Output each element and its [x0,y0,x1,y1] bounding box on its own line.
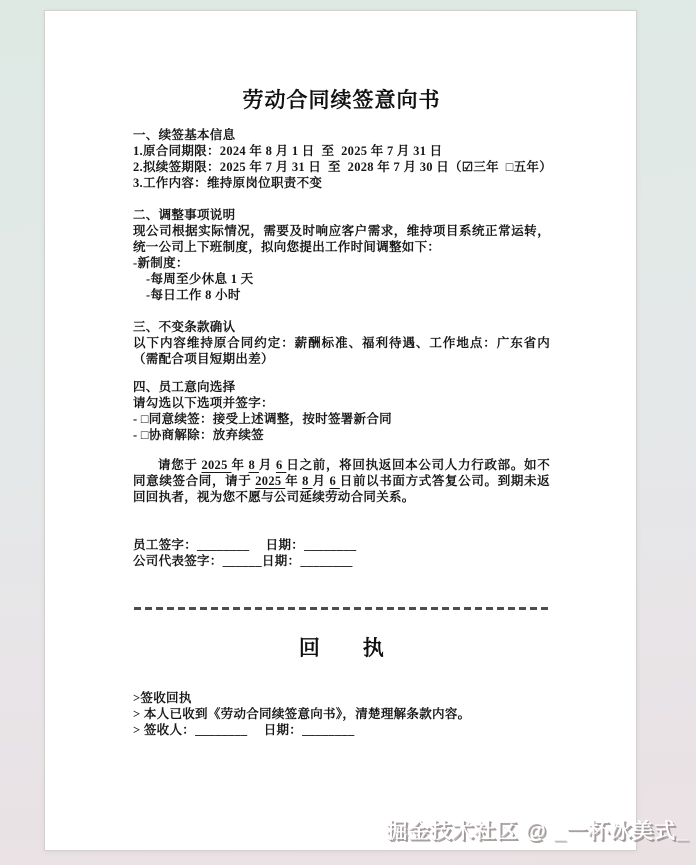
deadline-day: 6 [329,474,340,488]
employee-signature-blank: ________ [197,538,250,552]
option-agree-label: 同意续签：接受上述调整，按时签署新合同 [148,412,392,426]
cut-line-divider [134,607,549,610]
checkbox-unchecked-icon: □ [140,428,149,442]
section-basic-info [133,127,553,191]
document-content [45,11,636,738]
policy-item-work-hours: -每日工作 8 小时 [146,288,241,302]
employee-signature-label: 员工签字： [133,538,198,552]
section-employee-choice-heading: 四、员工意向选择 [133,380,236,394]
notice-text: 日前以书面方式答复公司。到期未返回回执者，视为您不愿与公司延续劳动合同关系。 [133,474,550,504]
deadline-month: 8 [302,474,313,488]
signature-block [133,537,550,569]
document-page [44,10,637,851]
choice-intro: 请勾选以下选项并签字： [133,396,274,410]
receipt-document-name: 《劳动合同续签意向书》 [207,707,343,721]
section-basic-info-heading: 一、续签基本信息 [133,128,236,142]
receipt-signer-row [133,722,550,738]
employee-signature-row [133,537,550,553]
checkbox-unchecked-icon: □ [140,412,149,426]
deadline-year: 2025 [255,474,286,488]
company-date-blank: ________ [300,554,353,568]
employee-date-label: 日期： [249,538,305,552]
notice-text: 年 [231,458,249,472]
document-title: 劳动合同续签意向书 [242,89,441,112]
receipt-signer-label: > 签收人： [133,723,196,737]
section-employee-choice [133,379,550,443]
deadline-day: 6 [275,458,287,472]
deadline-year: 2025 [201,458,232,472]
receipt-section [133,690,550,738]
section-unchanged-terms-heading: 三、不变条款确认 [133,320,236,334]
notice-text: 年 [285,474,303,488]
return-deadline-notice [133,457,550,505]
option-terminate [133,427,550,443]
section-unchanged-terms [133,319,550,367]
option-dash: - [133,412,141,426]
watermark-credit: 掘金技术社区 @ _一杯冰美式_ [386,820,689,843]
option-agree-renewal [133,411,550,427]
notice-text: 日之前，将回执返回本公司人力行政部。如不同意续签合同，请于 [133,458,551,488]
receipt-ack-suffix: ，清楚理解条款内容。 [342,707,471,721]
company-date-label: 日期： [261,554,301,568]
job-content-line: 3.工作内容：维持原岗位职责不变 [133,176,323,190]
receipt-date-blank: ________ [302,723,355,737]
new-policy-label: -新制度： [133,256,189,270]
section-adjustments-heading: 二、调整事项说明 [133,208,236,222]
section-adjustments [133,207,550,303]
company-signature-row [133,553,550,569]
company-signature-label: 公司代表签字： [133,554,223,568]
receipt-date-label: 日期： [247,723,303,737]
policy-item-rest-days: -每周至少休息 1 天 [146,272,254,286]
notice-text: 请您于 [158,458,202,472]
option-dash: - [133,428,141,442]
unchanged-terms-body: 以下内容维持原合同约定：薪酬标准、福利待遇、工作地点：广东省内（需配合项目短期出差） [133,336,550,366]
receipt-signer-blank: ________ [195,723,248,737]
adjustments-body: 现公司根据实际情况，需要及时响应客户需求，维持项目系统正常运转，统一公司上下班制度，拟向您提出工作时间调整如下： [133,224,550,254]
renewal-term-line: 2.拟续签期限：2025 年 7 月 31 日 至 2028 年 7 月 30 日（☑三年 □五年） [133,160,553,174]
option-terminate-label: 协商解除：放弃续签 [148,428,264,442]
receipt-ack-heading: >签收回执 [133,691,192,705]
receipt-ack-line [133,706,550,722]
notice-text: 月 [258,458,276,472]
receipt-title: 回 执 [298,637,385,660]
deadline-month: 8 [248,458,259,472]
notice-text: 月 [312,474,330,488]
receipt-ack-prefix: > 本人已收到 [133,707,208,721]
employee-date-blank: ________ [304,538,357,552]
original-contract-term-line: 1.原合同期限：2024 年 8 月 1 日 至 2025 年 7 月 31 日 [133,144,443,158]
company-signature-blank: ______ [222,554,262,568]
